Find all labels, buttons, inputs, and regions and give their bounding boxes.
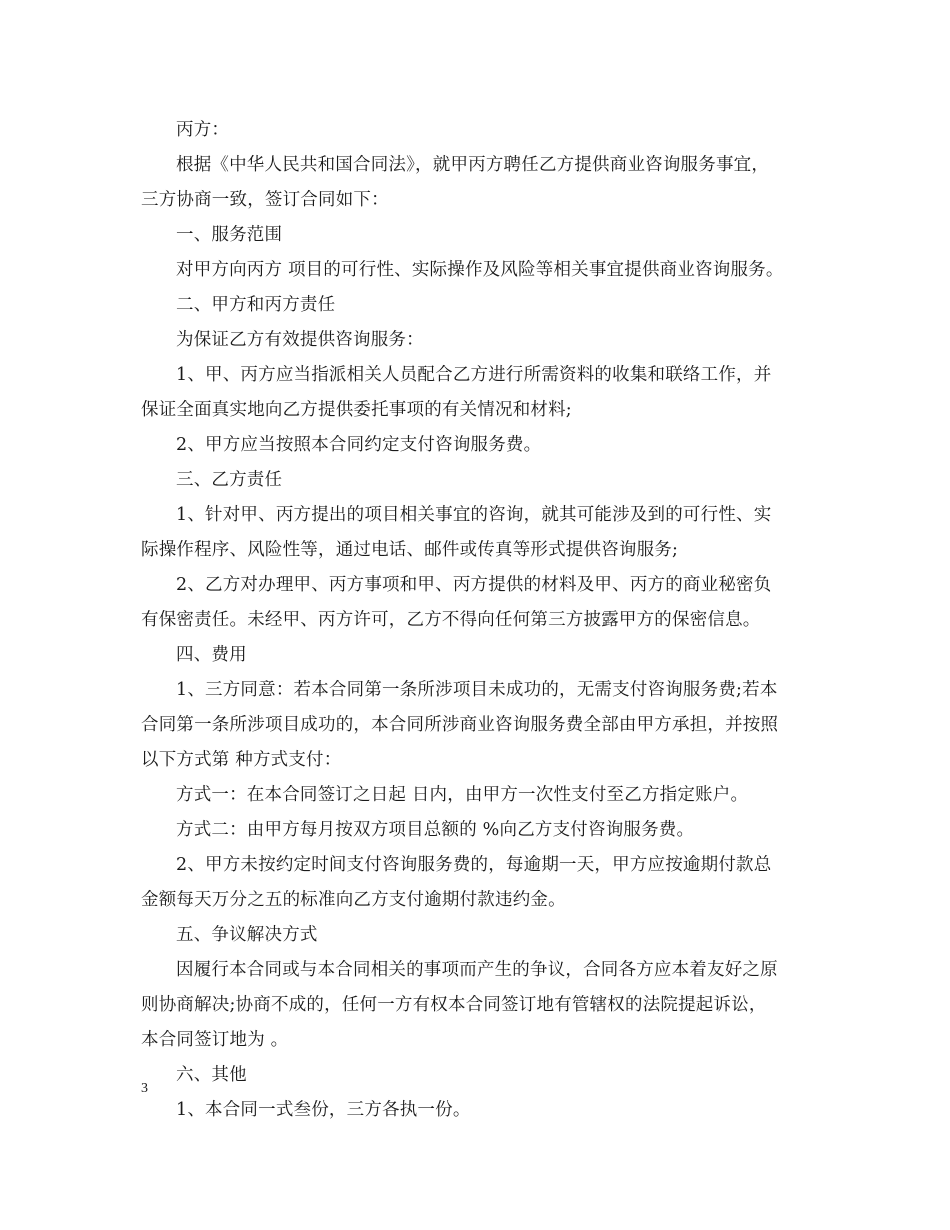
- document-line: 五、争议解决方式: [176, 925, 318, 945]
- document-line: 2、甲方应当按照本合同约定支付咨询服务费。: [176, 435, 542, 455]
- document-line: 根据《中华人民共和国合同法》，就甲丙方聘任乙方提供商业咨询服务事宜，: [176, 155, 770, 175]
- document-line: 丙方：: [176, 120, 230, 140]
- document-line: 有保密责任。未经甲、丙方许可，乙方不得向任何第三方披露甲方的保密信息。: [141, 610, 761, 630]
- document-line: 金额每天万分之五的标准向乙方支付逾期付款违约金。: [141, 890, 566, 910]
- document-line: 二、甲方和丙方责任: [176, 295, 336, 315]
- document-line: 合同第一条所涉项目成功的，本合同所涉商业咨询服务费全部由甲方承担，并按照: [141, 715, 779, 735]
- document-line: 1、本合同一式叁份，三方各执一份。: [176, 1100, 471, 1120]
- document-line: 1、三方同意：若本合同第一条所涉项目未成功的，无需支付咨询服务费;若本: [176, 680, 778, 700]
- document-line: 方式一：在本合同签订之日起 日内，由甲方一次性支付至乙方指定账户。: [176, 785, 749, 805]
- document-line: 一、服务范围: [176, 225, 283, 245]
- document-line: 方式二：由甲方每月按双方项目总额的 %向乙方支付咨询服务费。: [176, 820, 695, 840]
- page-number: 3: [141, 1081, 148, 1096]
- document-line: 保证全面真实地向乙方提供委托事项的有关情况和材料;: [141, 400, 572, 420]
- document-line: 以下方式第 种方式支付：: [141, 750, 342, 770]
- document-line: 三方协商一致，签订合同如下：: [141, 190, 389, 210]
- document-line: 际操作程序、风险性等，通过电话、邮件或传真等形式提供咨询服务;: [141, 540, 679, 560]
- document-line: 2、乙方对办理甲、丙方事项和甲、丙方提供的材料及甲、丙方的商业秘密负: [176, 575, 772, 595]
- document-line: 为保证乙方有效提供咨询服务：: [176, 330, 424, 350]
- document-line: 四、费用: [176, 645, 247, 665]
- document-line: 因履行本合同或与本合同相关的事项而产生的争议，合同各方应本着友好之原: [176, 960, 778, 980]
- document-line: 本合同签订地为 。: [141, 1030, 289, 1050]
- document-line: 则协商解决;协商不成的，任何一方有权本合同签订地有管辖权的法院提起诉讼，: [141, 995, 767, 1015]
- document-body: [141, 113, 813, 1128]
- document-line: 1、针对甲、丙方提出的项目相关事宜的咨询，就其可能涉及到的可行性、实: [176, 505, 772, 525]
- document-line: 六、其他: [176, 1065, 247, 1085]
- document-line: 1、甲、丙方应当指派相关人员配合乙方进行所需资料的收集和联络工作，并: [176, 365, 772, 385]
- document-line: 对甲方向丙方 项目的可行性、实际操作及风险等相关事宜提供商业咨询服务。: [176, 260, 784, 280]
- document-line: 三、乙方责任: [176, 470, 283, 490]
- document-line: 2、甲方未按约定时间支付咨询服务费的，每逾期一天，甲方应按逾期付款总: [176, 855, 772, 875]
